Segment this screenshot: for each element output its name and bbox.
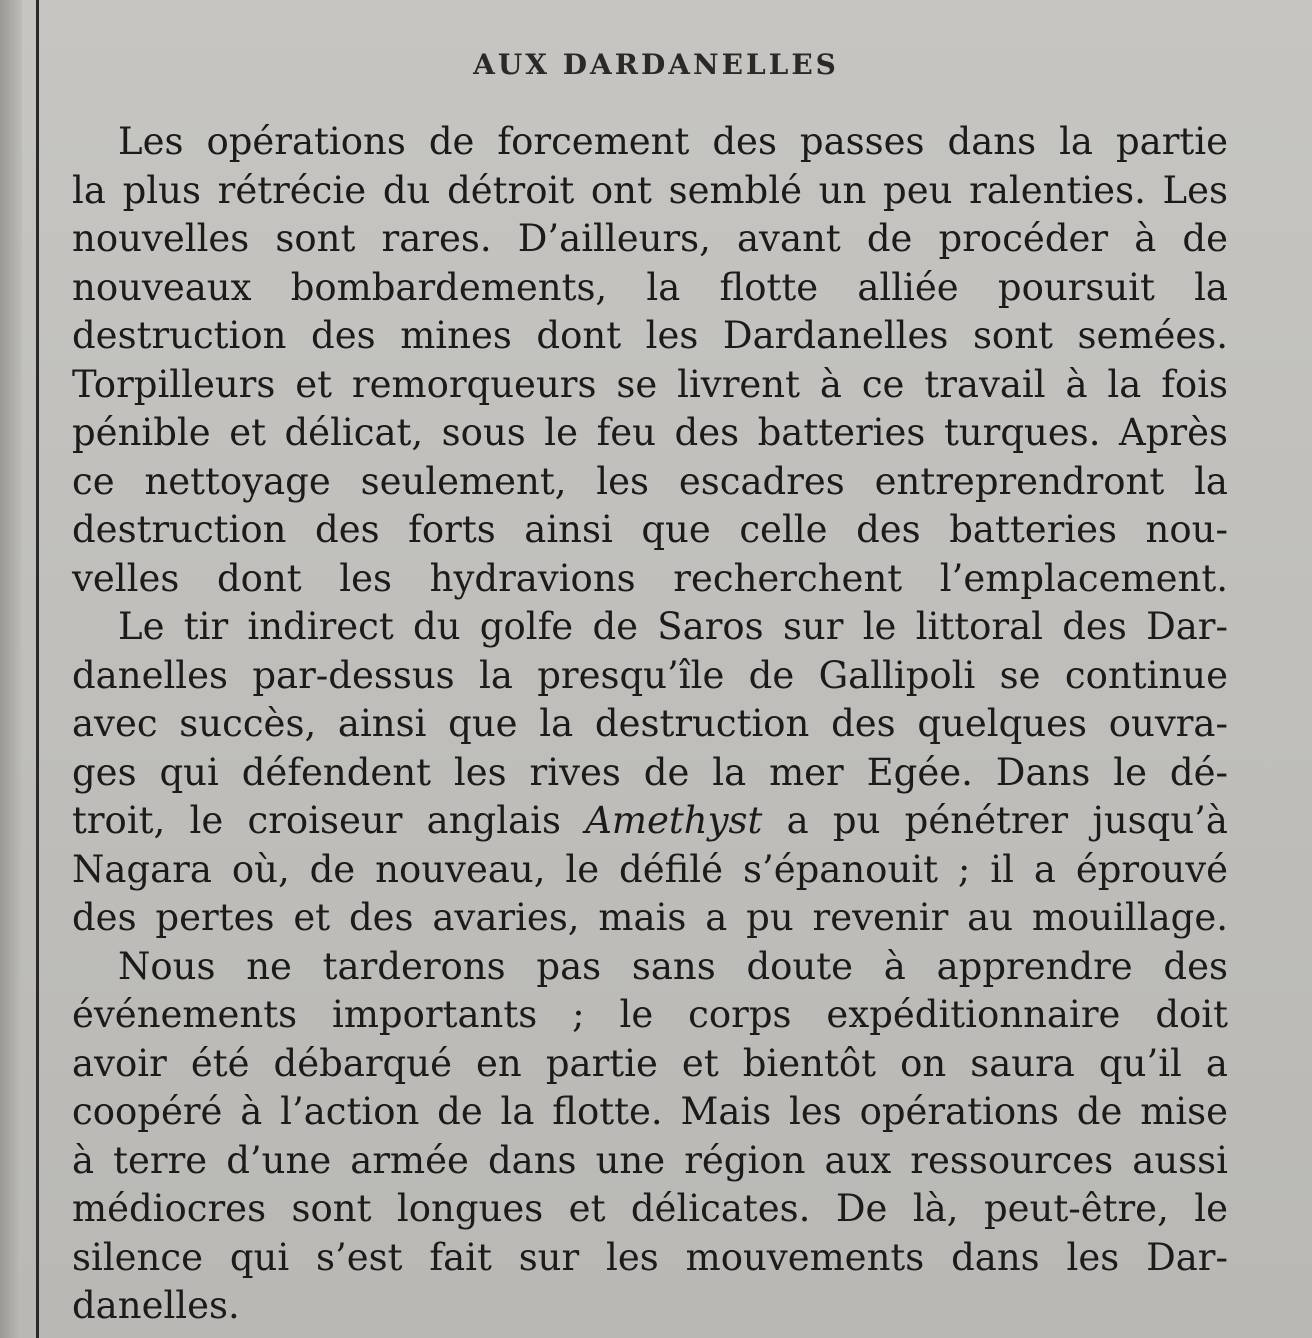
text-line: événements importants ; le corps expéditionnaire doit [72, 993, 1228, 1036]
text-line: avec succès, ainsi que la destruction des quelques ouvra- [72, 702, 1228, 745]
text-line: Nagara où, de nouveau, le défilé s’épanouit ; il a éprouvé [72, 847, 1228, 891]
paragraph-2 [72, 603, 1228, 943]
paragraph-1 [72, 118, 1228, 603]
text-line: pénible et délicat, sous le feu des batteries turques. Après [72, 411, 1228, 454]
article-body [72, 118, 1228, 1331]
text-line: velles dont les hydravions recherchent l’emplacement. [72, 556, 1228, 600]
text-fragment: troit, le croiseur anglais [72, 799, 586, 842]
left-margin-rule [36, 0, 39, 1338]
text-line: nouvelles sont rares. D’ailleurs, avant de procéder à de [72, 217, 1228, 260]
text-line: avoir été débarqué en partie et bientôt on saura qu’il a [72, 1041, 1228, 1085]
text-line: Nous ne tarderons pas sans doute à apprendre des [118, 944, 1228, 988]
text-line: ges qui défendent les rives de la mer Egée. Dans le dé- [72, 750, 1228, 794]
running-header: AUX DARDANELLES [473, 48, 839, 81]
text-line: coopéré à l’action de la flotte. Mais les opérations de mise [72, 1090, 1228, 1133]
text-line: ce nettoyage seulement, les escadres entreprendront la [72, 459, 1228, 503]
text-fragment: a pu pénétrer jusqu’à [762, 799, 1228, 842]
text-line: Le tir indirect du golfe de Saros sur le littoral des Dar- [118, 605, 1228, 648]
text-line: silence qui s’est fait sur les mouvements dans les Dar- [72, 1235, 1228, 1279]
text-line: destruction des forts ainsi que celle des batteries nou- [72, 508, 1228, 551]
text-line: des pertes et des avaries, mais a pu revenir au mouillage. [72, 896, 1228, 939]
text-line: à terre d’une armée dans une région aux ressources aussi [72, 1138, 1228, 1182]
paragraph-3 [72, 943, 1228, 1331]
text-line-with-ship-name [72, 797, 1228, 846]
ship-name-italic: Amethyst [585, 799, 763, 842]
text-line: Les opérations de forcement des passes dans la partie [118, 120, 1228, 163]
text-line: Torpilleurs et remorqueurs se livrent à ce travail à la fois [72, 362, 1228, 406]
text-line: danelles par-dessus la presqu’île de Gallipoli se continue [72, 653, 1228, 697]
text-line: destruction des mines dont les Dardanelles sont semées. [72, 314, 1228, 357]
text-line-final: danelles. [72, 1284, 240, 1327]
text-line: nouveaux bombardements, la flotte alliée poursuit la [72, 265, 1228, 309]
text-line: médiocres sont longues et délicates. De là, peut-être, le [72, 1187, 1228, 1230]
text-line: la plus rétrécie du détroit ont semblé un peu ralenties. Les [72, 168, 1228, 212]
